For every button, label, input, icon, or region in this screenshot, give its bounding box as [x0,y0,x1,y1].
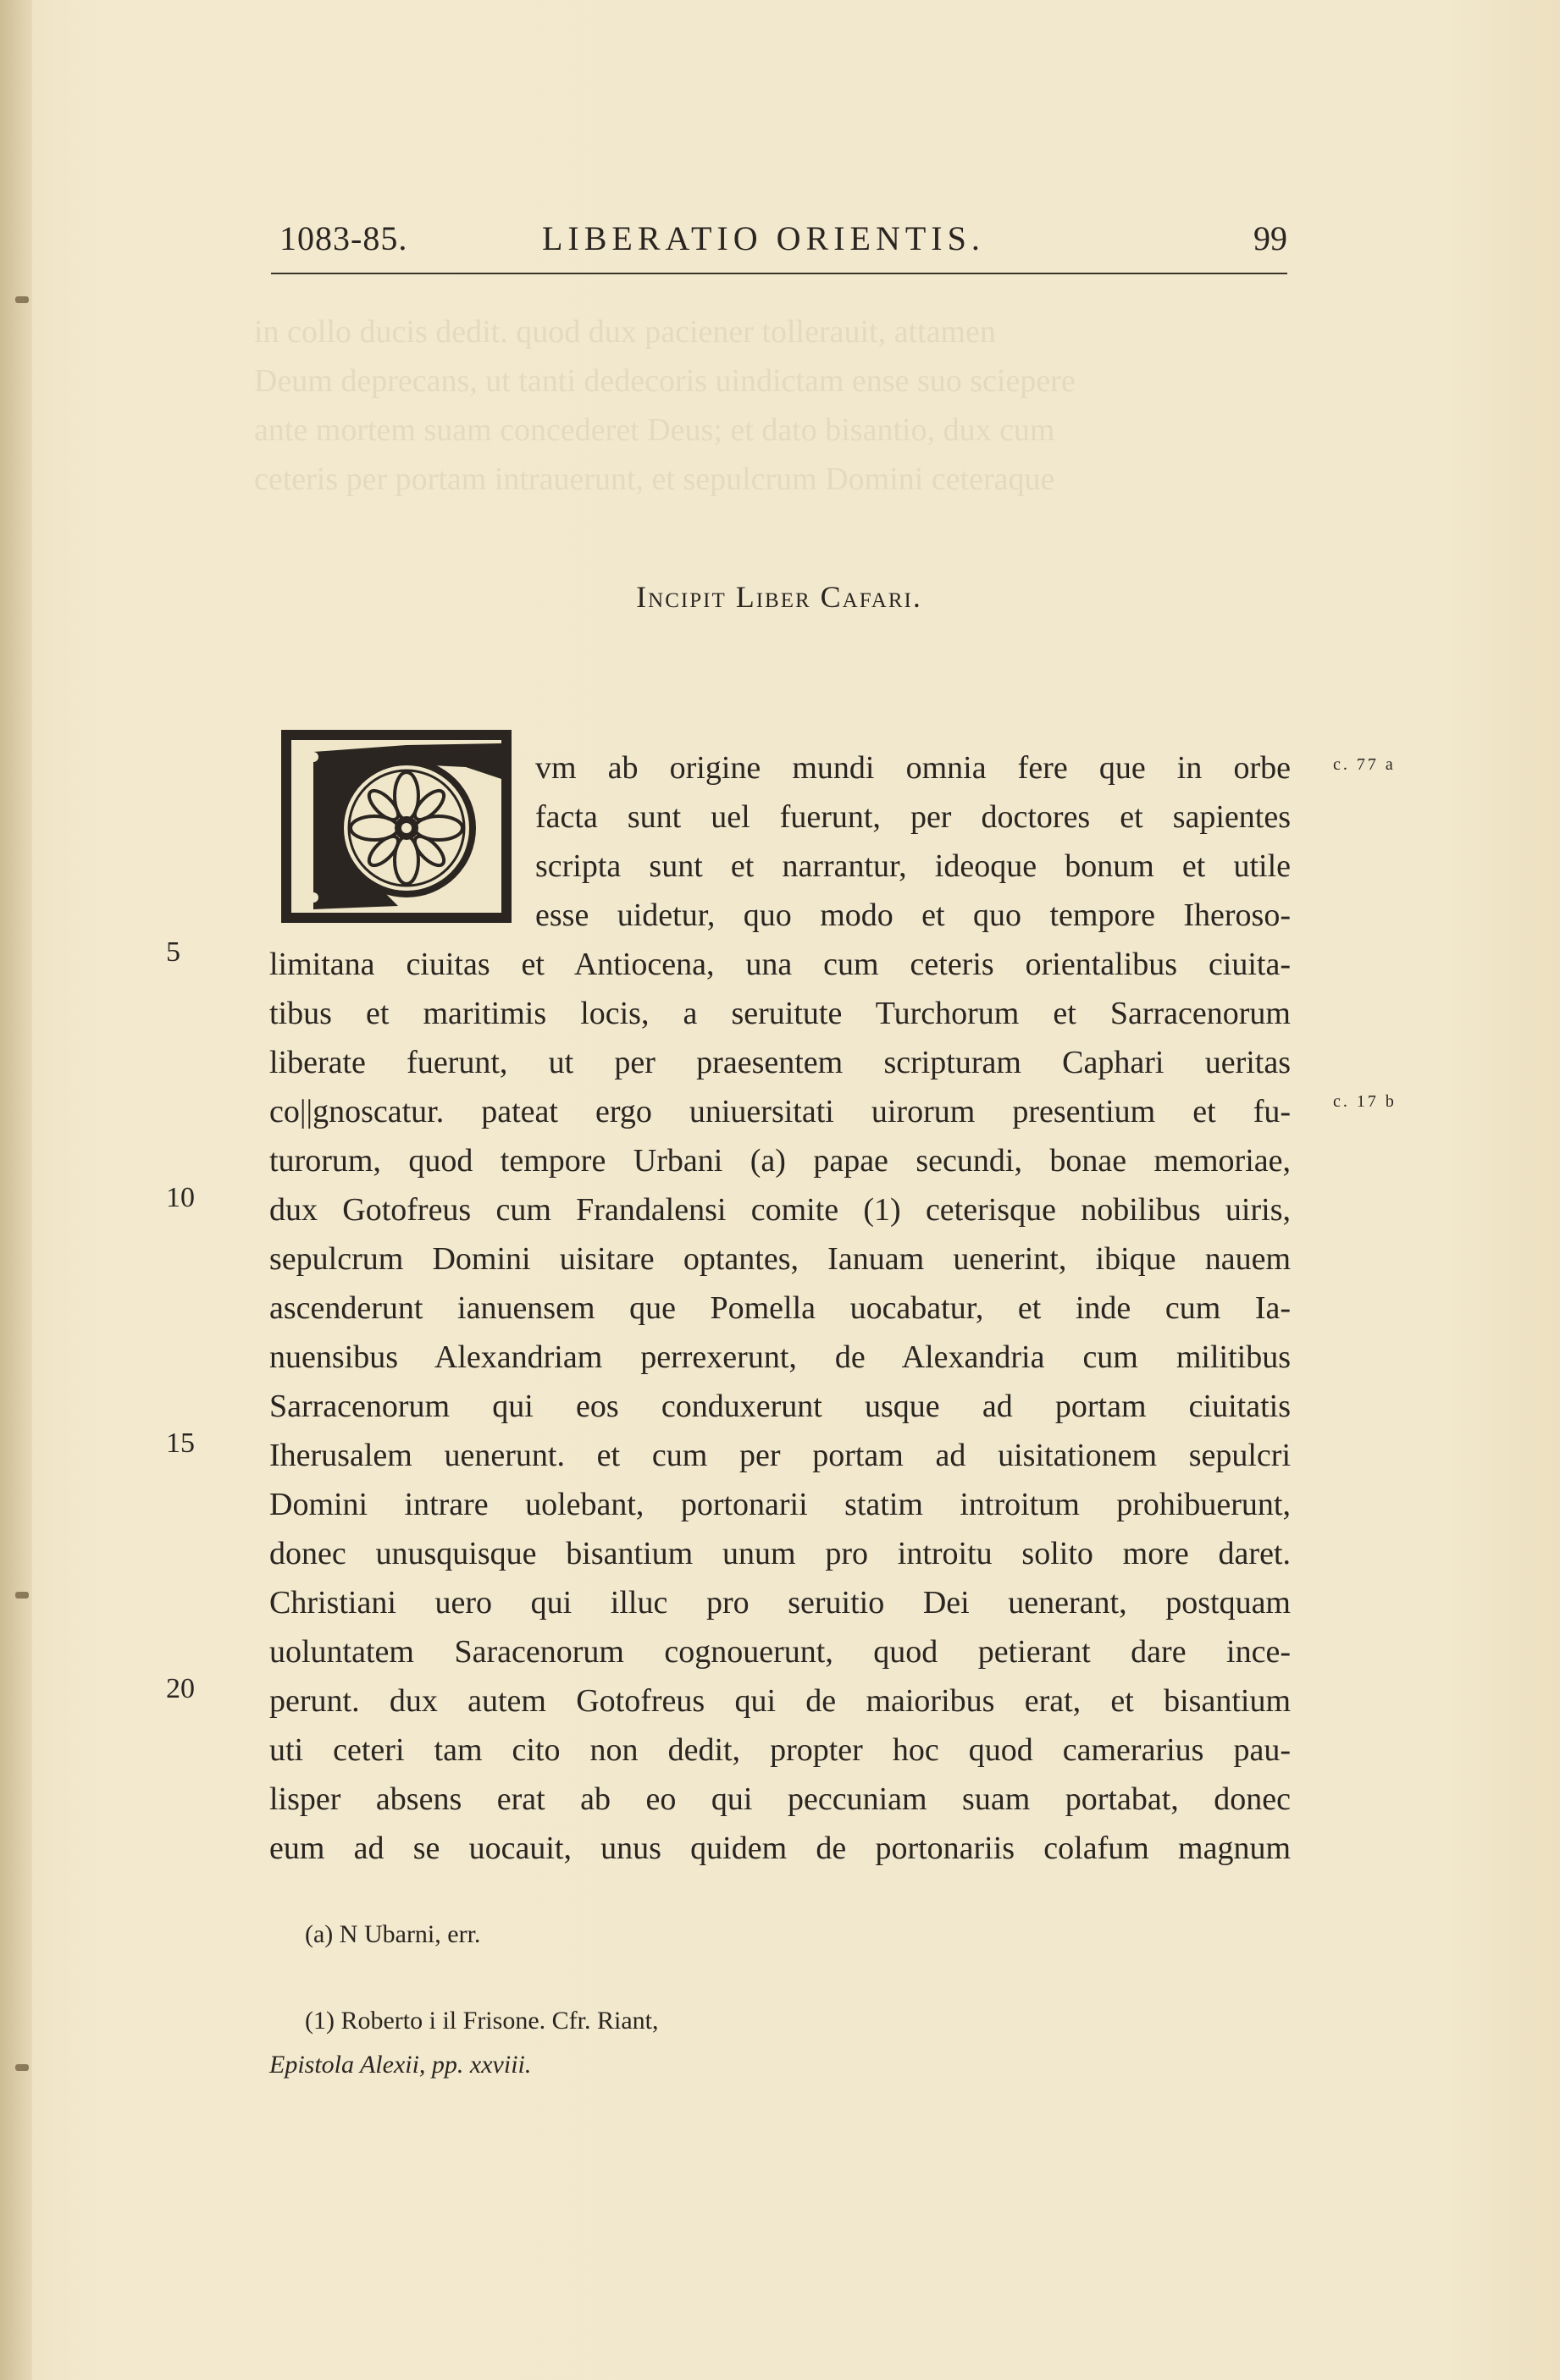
text-line: facta sunt uel fuerunt, per doctores et sapientes [535,799,1291,835]
ornamental-initial-icon [279,728,513,925]
line-number: 5 [166,936,180,968]
text-line: co||gnoscatur. pateat ergo uniuersitati uirorum presentium et fu- [269,1094,1291,1129]
line-number: 10 [166,1182,195,1213]
bleed-through: ceteris per portam intrauerunt, et sepulcrum Domini ceteraque [254,461,1055,497]
text-line: nuensibus Alexandriam perrexerunt, de Alexandria cum militibus [269,1339,1291,1375]
page-number: 99 [1253,219,1287,257]
header-title: LIBERATIO ORIENTIS. [542,219,985,257]
running-header [271,218,1287,269]
text-line: vm ab origine mundi omnia fere que in orbe [535,750,1291,786]
text-line: Domini intrare uolebant, portonarii statim introitum prohibuerunt, [269,1487,1291,1522]
text-line: liberate fuerunt, ut per praesentem scripturam Caphari ueritas [269,1045,1291,1080]
text-line: Iherusalem uenerunt. et cum per portam ad uisitationem sepulcri [269,1438,1291,1473]
text-line: uti ceteri tam cito non dedit, propter hoc quod camerarius pau- [269,1732,1291,1768]
text-line: dux Gotofreus cum Frandalensi comite (1) ceterisque nobilibus uiris, [269,1192,1291,1228]
text-line: perunt. dux autem Gotofreus qui de maioribus erat, et bisantium [269,1683,1291,1719]
text-line: limitana ciuitas et Antiocena, una cum ceteris orientalibus ciuita- [269,947,1291,982]
text-line: uoluntatem Saracenorum cognouerunt, quod petierant dare ince- [269,1634,1291,1670]
text-line: eum ad se uocauit, unus quidem de portonariis colafum magnum [269,1831,1291,1866]
text-line: lisper absens erat ab eo qui peccuniam suam portabat, donec [269,1781,1291,1817]
binding-edge [0,0,32,2380]
header-rule [271,273,1287,274]
footnote-1-line2: Epistola Alexii, pp. xxviii. [269,2051,532,2079]
bleed-through: in collo ducis dedit. quod dux paciener tollerauit, attamen [254,314,996,350]
section-title: Incipit Liber Cafari. [636,580,922,614]
header-date-range: 1083-85. [279,219,408,257]
text-line: tibus et maritimis locis, a seruitute Turchorum et Sarracenorum [269,996,1291,1031]
text-line: Christiani uero qui illuc pro seruitio Dei uenerant, postquam [269,1585,1291,1621]
margin-reference: c. 17 b [1333,1092,1397,1111]
text-line: turorum, quod tempore Urbani (a) papae secundi, bonae memoriae, [269,1143,1291,1179]
line-number: 20 [166,1673,195,1704]
stitch [15,2064,29,2071]
bleed-through: Deum deprecans, ut tanti dedecoris uindictam ense suo sciepere [254,363,1076,399]
text-line: ascenderunt ianuensem que Pomella uocabatur, et inde cum Ia- [269,1290,1291,1326]
line-number: 15 [166,1427,195,1459]
bleed-through: ante mortem suam concederet Deus; et dato bisantio, dux cum [254,412,1055,448]
text-line: donec unusquisque bisantium unum pro introitu solito more daret. [269,1536,1291,1571]
text-line: scripta sunt et narrantur, ideoque bonum et utile [535,848,1291,884]
stitch [15,296,29,303]
stitch [15,1592,29,1599]
text-line: esse uidetur, quo modo et quo tempore Iheroso- [535,897,1291,933]
footnote-1-line1: (1) Roberto i il Frisone. Cfr. Riant, [305,2007,659,2035]
footnote-a: (a) N Ubarni, err. [305,1920,481,1948]
text-line: Sarracenorum qui eos conduxerunt usque ad portam ciuitatis [269,1389,1291,1424]
margin-reference: c. 77 a [1333,755,1396,774]
text-line: sepulcrum Domini uisitare optantes, Ianuam uenerint, ibique nauem [269,1241,1291,1277]
